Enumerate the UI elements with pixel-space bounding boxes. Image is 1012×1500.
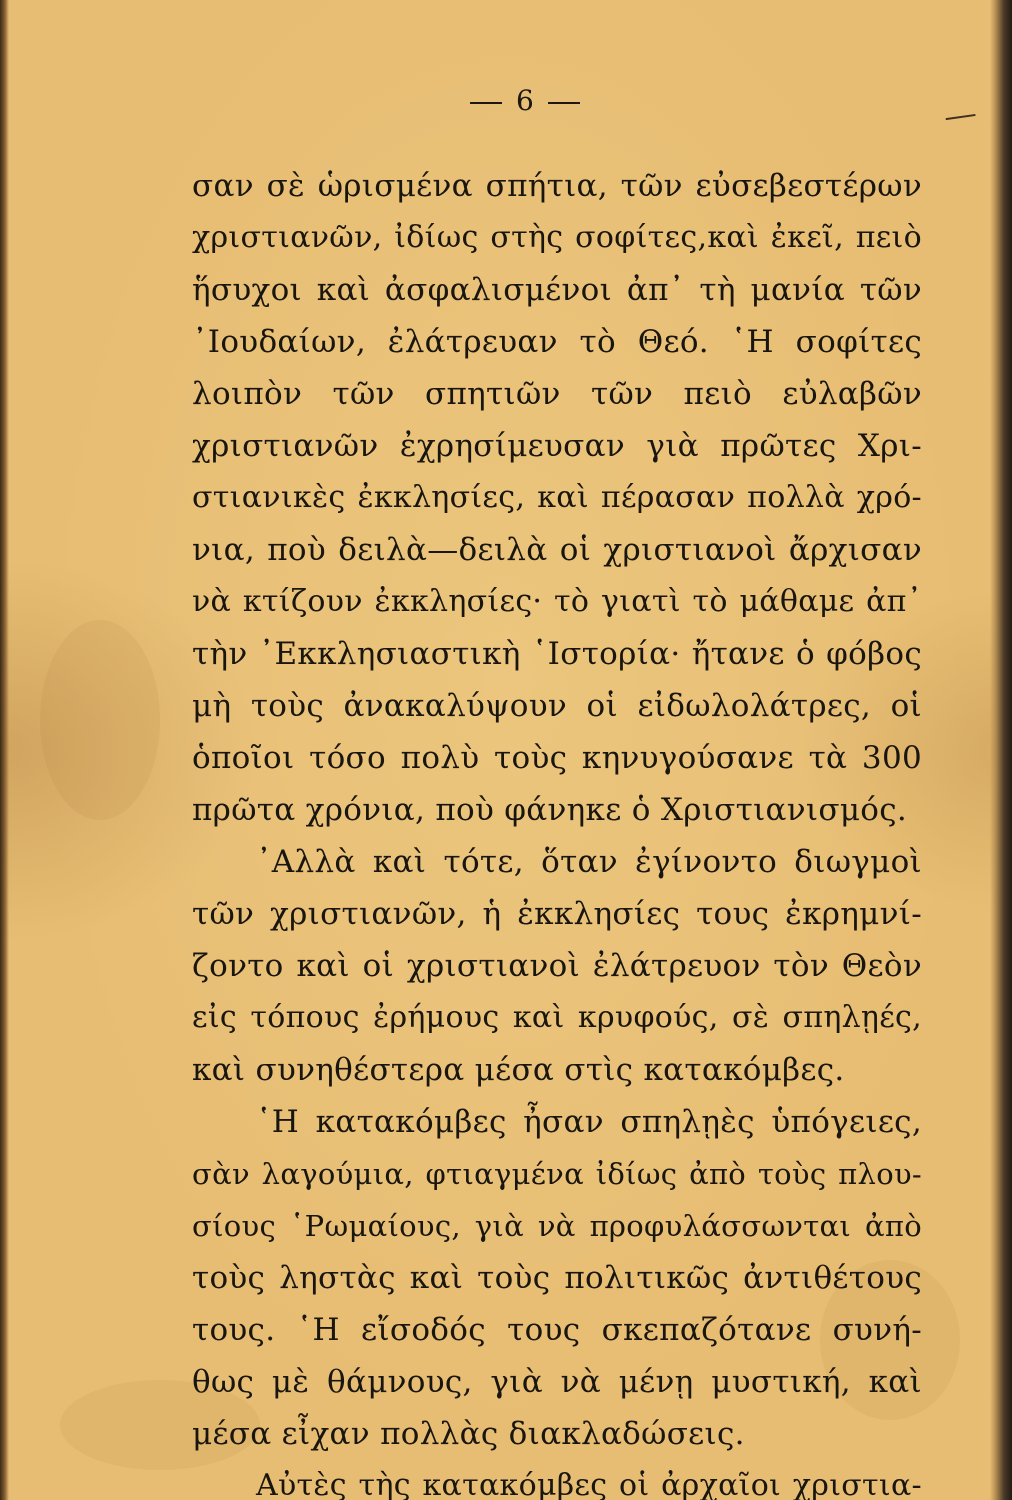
page-right-edge bbox=[990, 0, 1012, 1500]
text-line: Αὐτὲς τὴς κατακόμβες οἱ ἀρχαῖοι χριστια- bbox=[256, 1468, 922, 1500]
text-line: χριστιανῶν, ἰδίως στὴς σοφίτες,καὶ ἐκεῖ, πειὸ bbox=[192, 220, 922, 255]
text-line: ῾Η κατακόμβες ἦσαν σπηλῃὲς ὑπόγειες, bbox=[256, 1104, 922, 1140]
header-dash-left bbox=[470, 102, 502, 104]
text-line: τοὺς ληστὰς καὶ τοὺς πολιτικῶς ἀντιθέτους bbox=[192, 1260, 922, 1296]
page-number: 6 bbox=[516, 84, 534, 117]
page-header bbox=[470, 84, 650, 134]
text-line: πρῶτα χρόνια, ποὺ φάνηκε ὁ Χριστιανισμός. bbox=[192, 792, 908, 828]
text-line: καὶ συνηθέστερα μέσα στὶς κατακόμβες. bbox=[192, 1052, 845, 1088]
text-line: χριστιανῶν ἐχρησίμευσαν γιὰ πρῶτες Χρι- bbox=[192, 428, 922, 464]
text-line: ᾿Αλλὰ καὶ τότε, ὅταν ἐγίνοντο διωγμοὶ bbox=[256, 844, 922, 880]
text-line: σίους ῾Ρωμαίους, γιὰ νὰ προφυλάσσωνται ἀπὸ bbox=[192, 1209, 922, 1243]
text-line: μὴ τοὺς ἀνακαλύψουν οἱ εἰδωλολάτρες, οἱ bbox=[192, 688, 922, 724]
text-line: λοιπὸν τῶν σπητιῶν τῶν πειὸ εὐλαβῶν bbox=[192, 376, 922, 412]
text-line: τους. ῾Η εἴσοδός τους σκεπαζότανε συνή- bbox=[192, 1312, 922, 1348]
text-line: τὴν ᾿Εκκλησιαστικὴ ῾Ιστορία· ἤτανε ὁ φόβος bbox=[192, 636, 922, 672]
paper-stain bbox=[40, 620, 160, 820]
text-line: ὁποῖοι τόσο πολὺ τοὺς κηνυγούσανε τὰ 300 bbox=[192, 740, 922, 776]
text-line: ἥσυχοι καὶ ἀσφαλισμένοι ἀπ᾿ τὴ μανία τῶν bbox=[192, 272, 922, 308]
text-line: τῶν χριστιανῶν, ἡ ἐκκλησίες τους ἐκρημνί- bbox=[192, 896, 922, 932]
text-line: μέσα εἶχαν πολλὰς διακλαδώσεις. bbox=[192, 1416, 745, 1452]
text-line: θως μὲ θάμνους, γιὰ νὰ μένῃ μυστική, καὶ bbox=[192, 1364, 922, 1400]
text-line: νια, ποὺ δειλὰ—δειλὰ οἱ χριστιανοὶ ἄρχισαν bbox=[192, 532, 922, 568]
body-text bbox=[192, 160, 922, 1500]
page-left-edge bbox=[0, 0, 9, 1500]
text-line: ᾿Ιουδαίων, ἐλάτρευαν τὸ Θεό. ῾Η σοφίτες bbox=[192, 324, 922, 360]
text-line: σαν σὲ ὡρισμένα σπήτια, τῶν εὐσεβεστέρων bbox=[192, 168, 922, 204]
header-dash-right bbox=[548, 102, 580, 104]
text-line: σὰν λαγούμια, φτιαγμένα ἰδίως ἀπὸ τοὺς πλου- bbox=[192, 1157, 922, 1191]
text-line: εἰς τόπους ἐρήμους καὶ κρυφούς, σὲ σπηλῃές, bbox=[192, 1000, 922, 1035]
text-line: ζοντο καὶ οἱ χριστιανοὶ ἐλάτρευον τὸν Θεὸν bbox=[192, 948, 922, 984]
ink-mark bbox=[946, 114, 977, 126]
text-line: νὰ κτίζουν ἐκκλησίες· τὸ γιατὶ τὸ μάθαμε ἀπ᾿ bbox=[192, 584, 922, 619]
text-line: στιανικὲς ἐκκλησίες, καὶ πέρασαν πολλὰ χρό- bbox=[192, 480, 922, 515]
